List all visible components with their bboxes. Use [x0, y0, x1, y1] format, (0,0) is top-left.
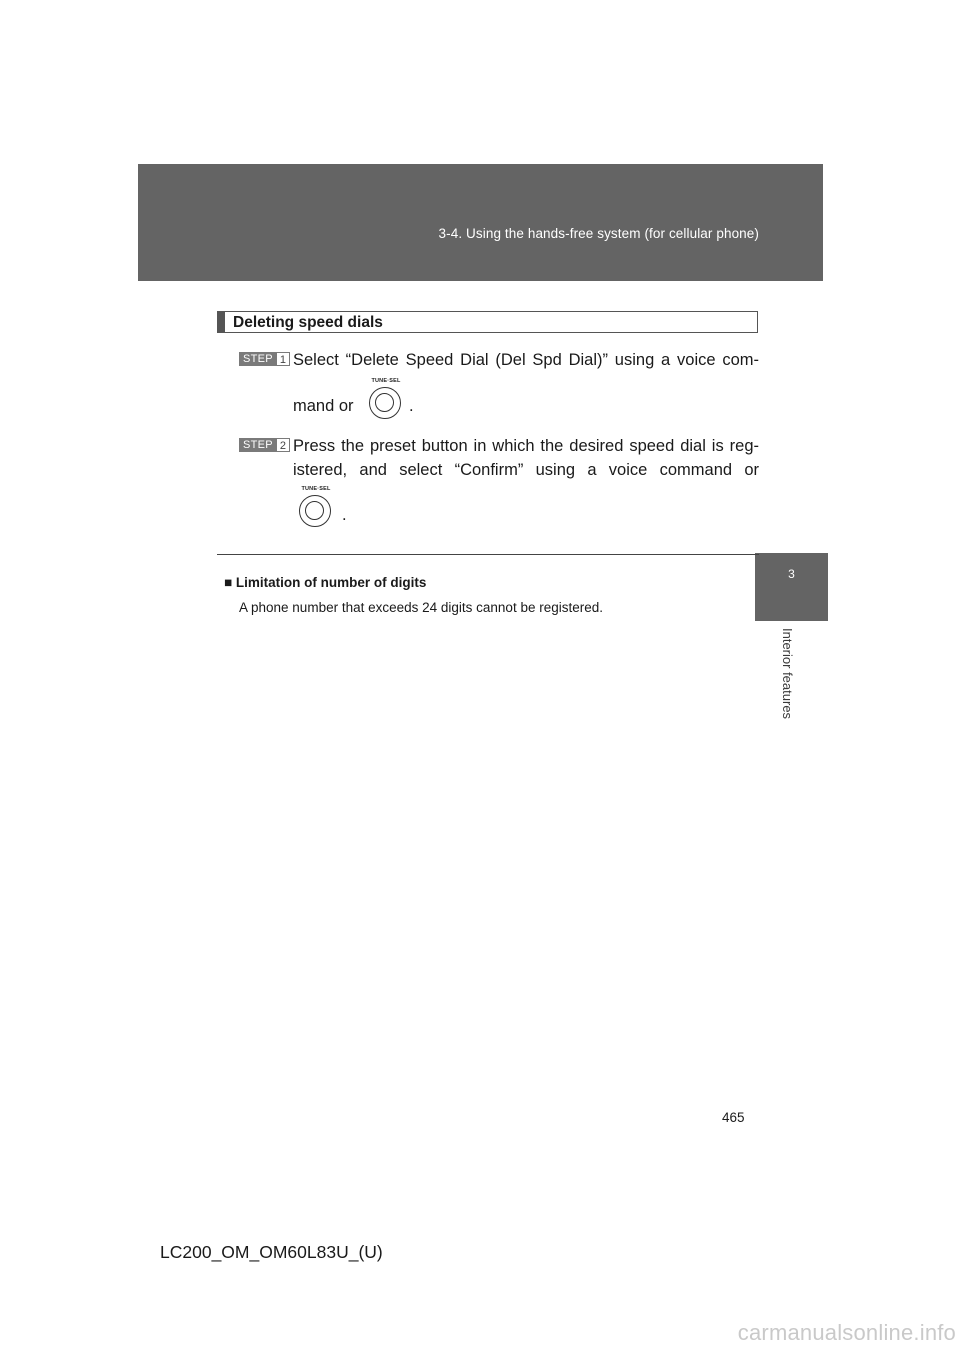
step-2-badge-number: 2	[277, 438, 290, 452]
step-2-badge	[239, 438, 290, 452]
step-1-line-2-before: mand or	[293, 397, 354, 415]
step-2-line-1: Press the preset button in which the desired speed dial is reg-	[293, 437, 759, 455]
chapter-header-band	[138, 164, 823, 281]
section-heading-box	[217, 311, 758, 333]
tune-sel-knob-icon	[297, 486, 335, 530]
tune-sel-knob-inner-ring	[375, 393, 394, 412]
step-2-line-2: istered, and select “Confirm” using a voice command or	[293, 461, 759, 479]
step-2-line-3-after: .	[342, 506, 347, 524]
note-heading	[224, 575, 426, 590]
step-1-line-1: Select “Delete Speed Dial (Del Spd Dial)” using a voice com-	[293, 351, 759, 369]
page-number: 465	[722, 1110, 745, 1125]
tune-sel-knob-label: TUNE·SEL	[371, 378, 401, 384]
chapter-tab	[755, 553, 828, 621]
document-code: LC200_OM_OM60L83U_(U)	[160, 1242, 383, 1262]
tune-sel-knob-inner-ring	[305, 501, 324, 520]
note-bullet-icon: ■	[224, 575, 233, 590]
step-1-badge	[239, 352, 290, 366]
chapter-side-label	[758, 628, 798, 738]
section-heading: Deleting speed dials	[233, 314, 383, 331]
section-divider	[217, 554, 759, 555]
step-1-badge-word: STEP	[239, 352, 277, 366]
note-body: A phone number that exceeds 24 digits cannot be registered.	[239, 600, 603, 615]
step-2-badge-word: STEP	[239, 438, 277, 452]
note-heading-text: Limitation of number of digits	[235, 575, 427, 590]
tune-sel-knob-icon	[367, 378, 405, 422]
chapter-tab-number: 3	[788, 567, 795, 581]
watermark: carmanualsonline.info	[737, 1320, 956, 1345]
step-1-badge-number: 1	[277, 352, 290, 366]
step-1-line-2-after: .	[409, 397, 414, 415]
tune-sel-knob-label: TUNE·SEL	[301, 486, 331, 492]
chapter-title: 3-4. Using the hands-free system (for cellular phone)	[438, 226, 759, 241]
tune-sel-knob-outer-ring	[369, 387, 401, 419]
tune-sel-knob-outer-ring	[299, 495, 331, 527]
chapter-side-label-text: Interior features	[780, 628, 795, 720]
section-heading-accent	[218, 312, 225, 332]
